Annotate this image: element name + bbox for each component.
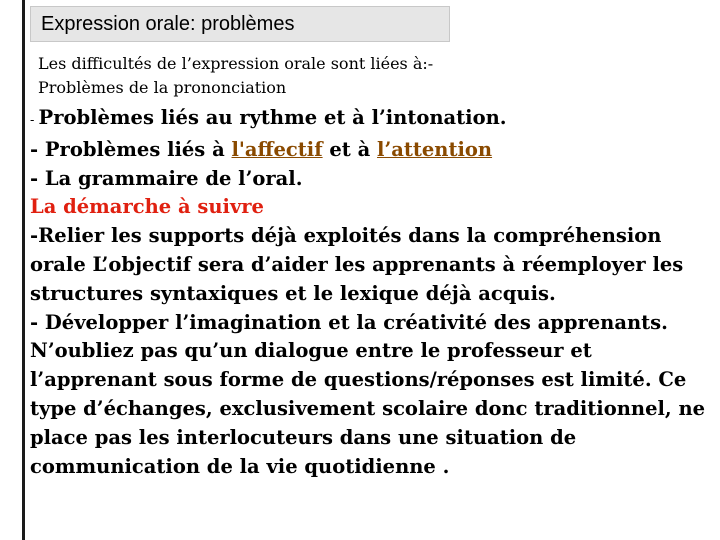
item-affectif-prefix: - Problèmes liés à (30, 137, 232, 161)
demarche-heading: La démarche à suivre (30, 195, 264, 219)
slide-title-box (30, 6, 450, 42)
paragraph-developper: - Développer l’imagination et la créativité des apprenants. N’oubliez pas qu’un dialogue entre le professeur et l’apprenant sous forme de questions/réponses est limité. Ce type d’échanges, exclusivement scolaire donc traditionnel, ne place pas les interlocuteurs dans une situation de communication de la vie quotidienne . (30, 310, 706, 478)
intro-text (38, 52, 433, 100)
item-grammaire: - La grammaire de l’oral. (30, 166, 303, 190)
item-affectif (30, 136, 716, 165)
left-border-rule (22, 0, 25, 540)
item-rythme (30, 104, 716, 136)
item-rythme-text: Problèmes liés au rythme et à l’intonation. (38, 106, 507, 129)
intro-line-2: Problèmes de la prononciation (38, 78, 287, 97)
slide-body (30, 104, 716, 481)
slide-title: Expression orale: problèmes (41, 13, 295, 35)
item-rythme-dash: - (30, 113, 39, 128)
paragraph-relier: -Relier les supports déjà exploités dans la compréhension orale L’objectif sera d’aider les apprenants à réemployer les structures syntaxiques et le lexique déjà acquis. (30, 224, 684, 305)
link-attention[interactable]: l’attention (377, 137, 493, 161)
link-affectif[interactable]: l'affectif (231, 137, 323, 161)
item-affectif-mid: et à (322, 137, 378, 161)
intro-line-1: Les difficultés de l’expression orale sont liées à:- (38, 54, 434, 73)
